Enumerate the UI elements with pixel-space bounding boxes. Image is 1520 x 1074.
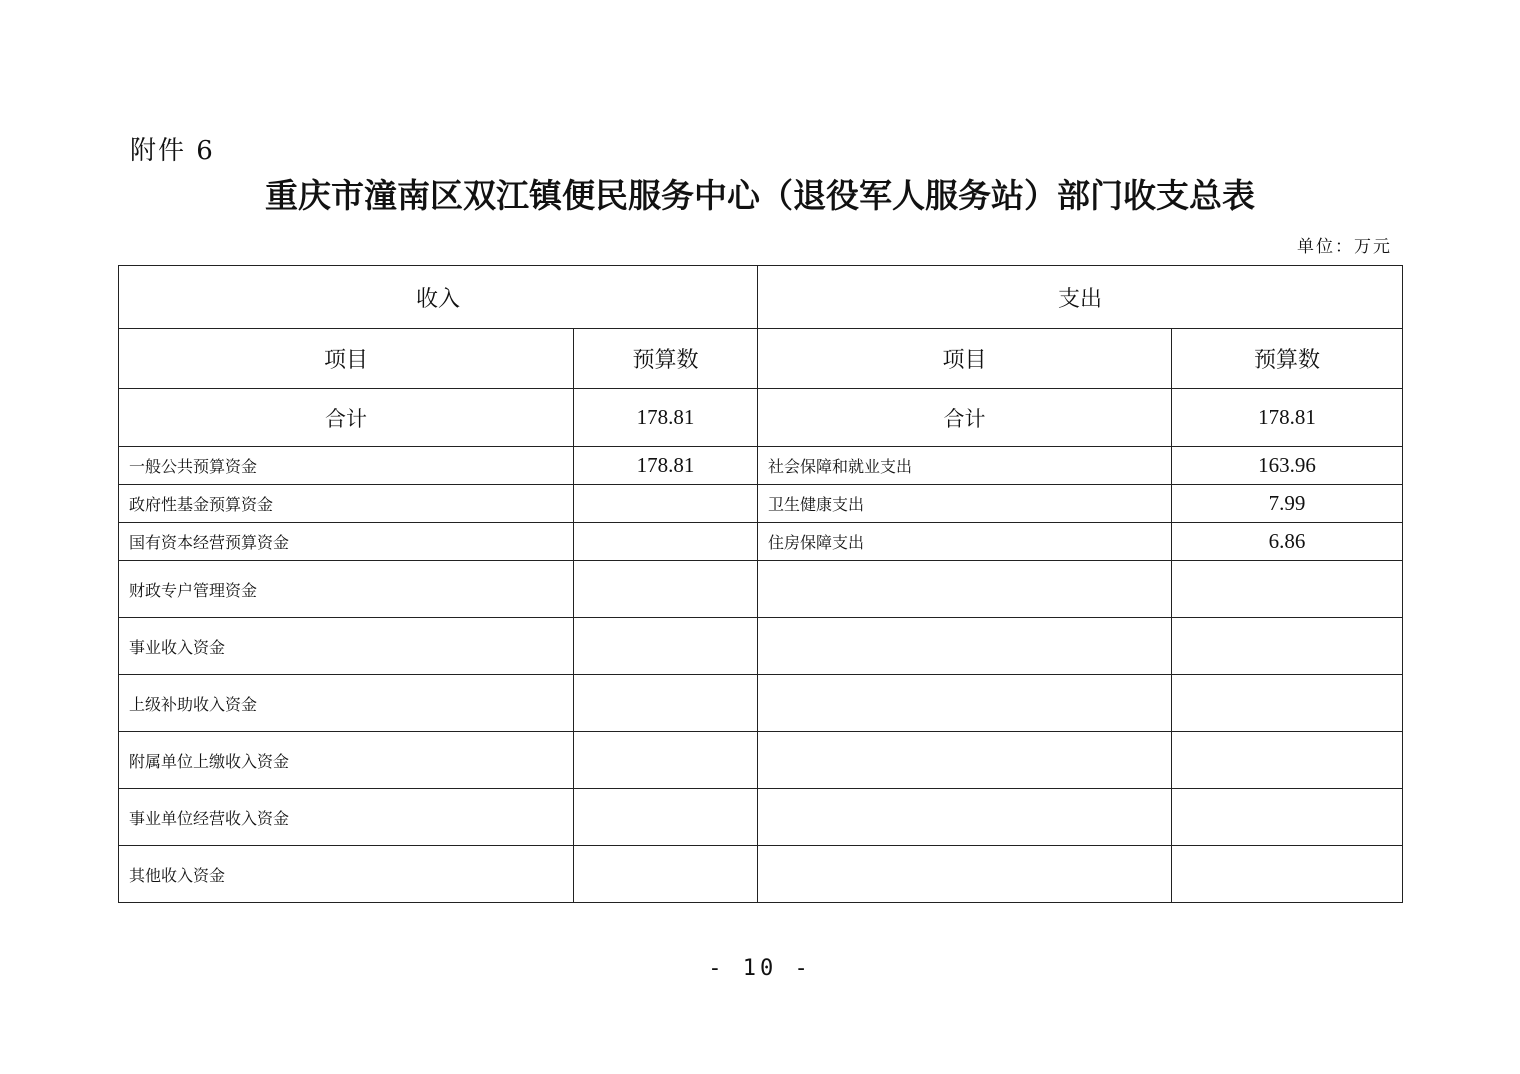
expense-value: 7.99 [1172,485,1403,523]
section-header-row [119,266,1403,329]
expense-item-header: 项目 [758,329,1172,389]
attachment-label: 附件 6 [130,136,215,166]
expense-value [1172,618,1403,675]
table-row [119,447,1403,485]
income-item: 上级补助收入资金 [119,675,574,732]
table-row [119,789,1403,846]
expense-item: 住房保障支出 [758,523,1172,561]
table-row [119,732,1403,789]
income-value [574,485,758,523]
expense-item [758,732,1172,789]
income-item: 政府性基金预算资金 [119,485,574,523]
table-row [119,561,1403,618]
income-value [574,523,758,561]
unit-label: 单位：万元 [1297,237,1392,257]
income-item: 附属单位上缴收入资金 [119,732,574,789]
income-value [574,732,758,789]
income-item: 国有资本经营预算资金 [119,523,574,561]
expense-value [1172,789,1403,846]
table-row [119,523,1403,561]
expense-value [1172,732,1403,789]
expense-item [758,846,1172,903]
income-value [574,675,758,732]
income-budget-header: 预算数 [574,329,758,389]
expense-value [1172,561,1403,618]
page-title: 重庆市潼南区双江镇便民服务中心（退役军人服务站）部门收支总表 [265,176,1255,215]
income-item: 一般公共预算资金 [119,447,574,485]
page-number: - 10 - [708,956,812,981]
expense-item [758,789,1172,846]
expense-total-label: 合计 [758,389,1172,447]
expense-item: 卫生健康支出 [758,485,1172,523]
table-row [119,846,1403,903]
expense-value: 6.86 [1172,523,1403,561]
income-total-value: 178.81 [574,389,758,447]
income-item: 事业收入资金 [119,618,574,675]
income-item: 其他收入资金 [119,846,574,903]
expense-item [758,561,1172,618]
income-value [574,561,758,618]
expense-item: 社会保障和就业支出 [758,447,1172,485]
income-item: 财政专户管理资金 [119,561,574,618]
table-row [119,618,1403,675]
income-item: 事业单位经营收入资金 [119,789,574,846]
income-value [574,618,758,675]
expense-header: 支出 [758,266,1403,329]
expense-budget-header: 预算数 [1172,329,1403,389]
budget-table [118,265,1403,903]
income-value [574,846,758,903]
table-row [119,485,1403,523]
income-header: 收入 [119,266,758,329]
expense-item [758,675,1172,732]
table-row [119,675,1403,732]
column-header-row [119,329,1403,389]
income-value: 178.81 [574,447,758,485]
total-row [119,389,1403,447]
expense-value [1172,846,1403,903]
expense-total-value: 178.81 [1172,389,1403,447]
income-item-header: 项目 [119,329,574,389]
expense-value [1172,675,1403,732]
expense-item [758,618,1172,675]
expense-value: 163.96 [1172,447,1403,485]
income-total-label: 合计 [119,389,574,447]
income-value [574,789,758,846]
